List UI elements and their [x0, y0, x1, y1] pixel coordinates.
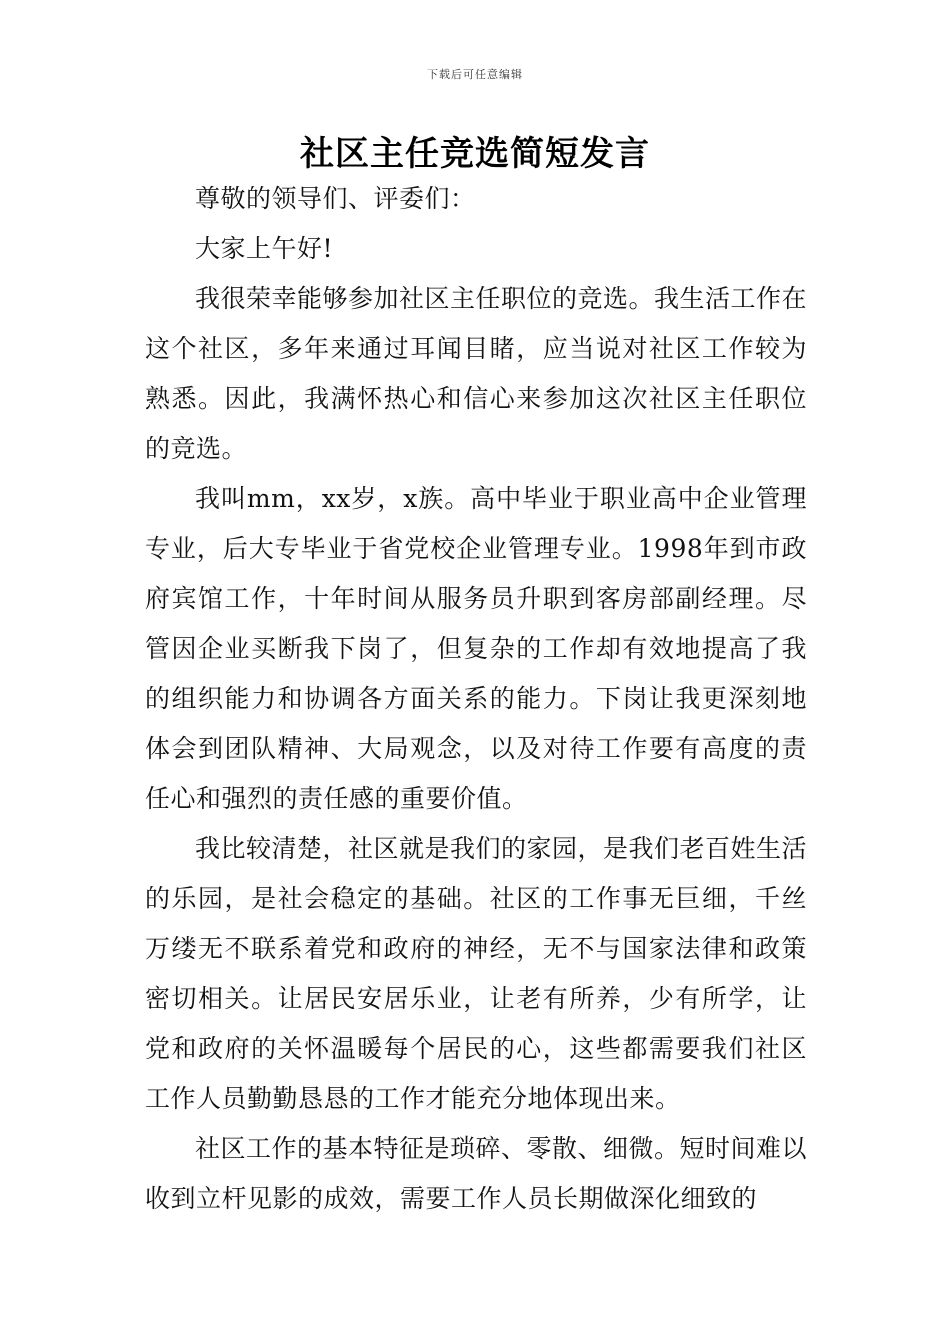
- document-body: [145, 174, 807, 1224]
- paragraph-2: 我叫mm，xx岁，x族。高中毕业于职业高中企业管理专业，后大专毕业于省党校企业管理专业。1998年到市政府宾馆工作，十年时间从服务员升职到客房部副经理。尽管因企业买断我下岗了，但复杂的工作却有效地提高了我的组织能力和协调各方面关系的能力。下岗让我更深刻地体会到团队精神、大局观念，以及对待工作要有高度的责任心和强烈的责任感的重要价值。: [145, 484, 807, 813]
- greeting: 大家上午好!: [195, 234, 334, 263]
- header-note: 下载后可任意编辑: [427, 68, 523, 81]
- paragraph-3: 我比较清楚，社区就是我们的家园，是我们老百姓生活的乐园，是社会稳定的基础。社区的工作事无巨细，千丝万缕无不联系着党和政府的神经，无不与国家法律和政策密切相关。让居民安居乐业，让老有所养，少有所学，让党和政府的关怀温暖每个居民的心，这些都需要我们社区工作人员勤勤恳恳的工作才能充分地体现出来。: [145, 834, 808, 1113]
- paragraph-1: 我很荣幸能够参加社区主任职位的竞选。我生活工作在这个社区，多年来通过耳闻目睹，应当说对社区工作较为熟悉。因此，我满怀热心和信心来参加这次社区主任职位的竞选。: [145, 284, 808, 463]
- salutation: 尊敬的领导们、评委们：: [195, 184, 476, 213]
- document-title: 社区主任竞选简短发言: [300, 134, 650, 174]
- paragraph-4: 社区工作的基本特征是琐碎、零散、细微。短时间难以收到立杆见影的成效，需要工作人员长期做深化细致的: [145, 1134, 808, 1213]
